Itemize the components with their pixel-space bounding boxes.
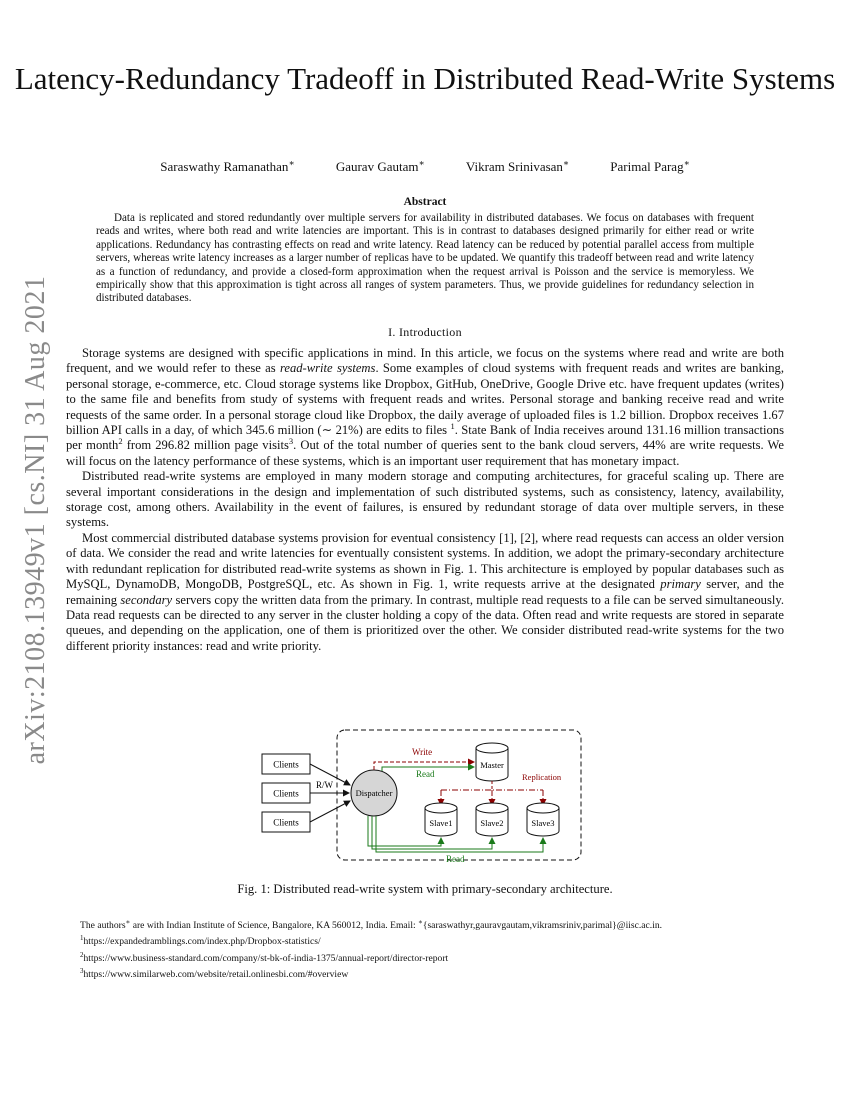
affiliation-note: The authors∗ are with Indian Institute of Science, Bangalore, KA 560012, India. Email: ∗{saraswathyr,gauravgautam,vikramsriniv,parimal}@iisc.ac.in. bbox=[80, 918, 663, 932]
abstract-text: Data is replicated and stored redundantly over multiple servers for availability in distributed databases. We focus on databases with frequent reads and writes, where both read and write latencies are important. This is in contrast to databases designed primarily for either read or write applications. Redundancy has contrasting effects on read and write latency. Read latency can be reduced by potential parallel access from multiple servers, whereas write latency increases as a larger number of replicas have to be updated. We quantify this tradeoff between read and write latency as a function of redundancy, and provide a closed-form approximation when the request arrival is Poisson and the service is memoryless. We empirically show that this approximation is tight across all ranges of system parameters. Thus, we provide guidelines for redundancy selection in distributed databases. bbox=[96, 212, 754, 305]
svg-text:Clients: Clients bbox=[273, 759, 299, 770]
footnote: $^1$https://expandedramblings.com/index.php/Dropbox-statistics/ bbox=[80, 934, 321, 948]
svg-text:Clients: Clients bbox=[273, 788, 299, 799]
slave-node bbox=[527, 803, 559, 836]
author: Parimal Parag∗ bbox=[610, 158, 690, 175]
abstract-heading: Abstract bbox=[403, 196, 447, 208]
client-node bbox=[262, 812, 310, 832]
master-node bbox=[476, 743, 508, 781]
author-list bbox=[0, 158, 850, 175]
author: Gaurav Gautam∗ bbox=[335, 158, 425, 175]
architecture-diagram bbox=[260, 728, 592, 863]
paragraph: Storage systems are designed with specific applications in mind. In this article, we focus on the systems where read and write are both frequent, and we would refer to these as read-write systems. Some examples of cloud systems with frequent reads and writes are banking, personal storage, e-commerce, etc. Cloud storage systems like Dropbox, GitHub, OneDrive, Google Drive etc. have frequent updates (writes) to the same file and benefits from study of systems with frequent reads and writes. Personal storage and banking receive read and write requests of the same order. In a personal storage cloud like Dropbox, the daily average of uploaded files is 1.2 billion. Dropbox receives 1.67 billion API calls in a day, of which 345.6 million (∼ 21%) are edits to files $^1$. State Bank of India receives around 131.16 million transactions per month$^2$ from 296.82 million page visits$^3$. Out of the total number of queries sent to the bank cloud servers, 44% are write requests. We will focus on the latency performance of these systems, which is an important user requirement that has monetary impact. bbox=[66, 346, 784, 468]
arxiv-sidebar bbox=[14, 270, 58, 770]
svg-text:Slave3: Slave3 bbox=[531, 818, 555, 828]
paragraph: Most commercial distributed database systems provision for eventual consistency [1], [2], where read requests can access an older version of data. We consider the read and write latencies for eventually consistent systems. In addition, we adopt the primary-secondary architecture with redundant replication for distributed read-write systems as shown in Fig. 1. This architecture is employed by popular databases such as MySQL, DynamoDB, MongoDB, PostgreSQL, etc. As shown in Fig. 1, write requests arrive at the designated primary server, and the remaining secondary servers copy the written data from the primary. In contrast, multiple read requests to a file can be served simultaneously. Data read requests can be directed to any server in the cluster holding a copy of the data. Often read and write requests are stored in separate queues, and depending on the application, one of them is prioritized over the other. We consider distributed read-write systems for the two different priority instances: read and write priority. bbox=[66, 530, 784, 653]
arxiv-identifier: arXiv:2108.13949v1 [cs.NI] 31 Aug 2021 bbox=[20, 275, 51, 765]
paragraph: Distributed read-write systems are employed in many modern storage and computing architectures, for graceful scaling up. There are several important considerations in the design and implementation of such distributed systems, such as consistency, latency, availability, storage cost, among others. Availability in the event of failures, is ensured by redundant storage of data over multiple servers, in these systems. bbox=[66, 469, 784, 530]
svg-text:Slave2: Slave2 bbox=[480, 818, 504, 828]
body-text bbox=[66, 346, 784, 654]
replication-arrows bbox=[441, 781, 543, 805]
replication-label: Replication bbox=[522, 772, 562, 782]
read-bottom-label: Read bbox=[446, 854, 465, 863]
write-label: Write bbox=[412, 747, 433, 757]
footnote: $^2$https://www.business-standard.com/company/st-bk-of-india-1375/annual-report/director-report bbox=[80, 950, 449, 964]
slave-node bbox=[476, 803, 508, 836]
footnotes bbox=[80, 916, 800, 982]
slave-node bbox=[425, 803, 457, 836]
figure-caption: Fig. 1: Distributed read-write system with primary-secondary architecture. bbox=[237, 882, 613, 896]
read-label: Read bbox=[416, 769, 435, 779]
client-node bbox=[262, 783, 310, 803]
section-heading: I. Introduction bbox=[388, 325, 462, 339]
author: Vikram Srinivasan∗ bbox=[465, 158, 570, 175]
client-node bbox=[262, 754, 310, 774]
svg-text:Clients: Clients bbox=[273, 817, 299, 828]
svg-text:Master: Master bbox=[480, 760, 504, 770]
svg-text:Slave1: Slave1 bbox=[429, 818, 453, 828]
paper-title: Latency-Redundancy Tradeoff in Distributed Read-Write Systems bbox=[14, 61, 836, 96]
footnote: $^3$https://www.similarweb.com/website/retail.onlinesbi.com/#overview bbox=[80, 967, 349, 981]
dispatcher-label: Dispatcher bbox=[355, 788, 393, 798]
rw-label: R/W bbox=[316, 780, 333, 790]
author: Saraswathy Ramanathan∗ bbox=[160, 158, 295, 175]
client-arrow bbox=[310, 801, 350, 822]
